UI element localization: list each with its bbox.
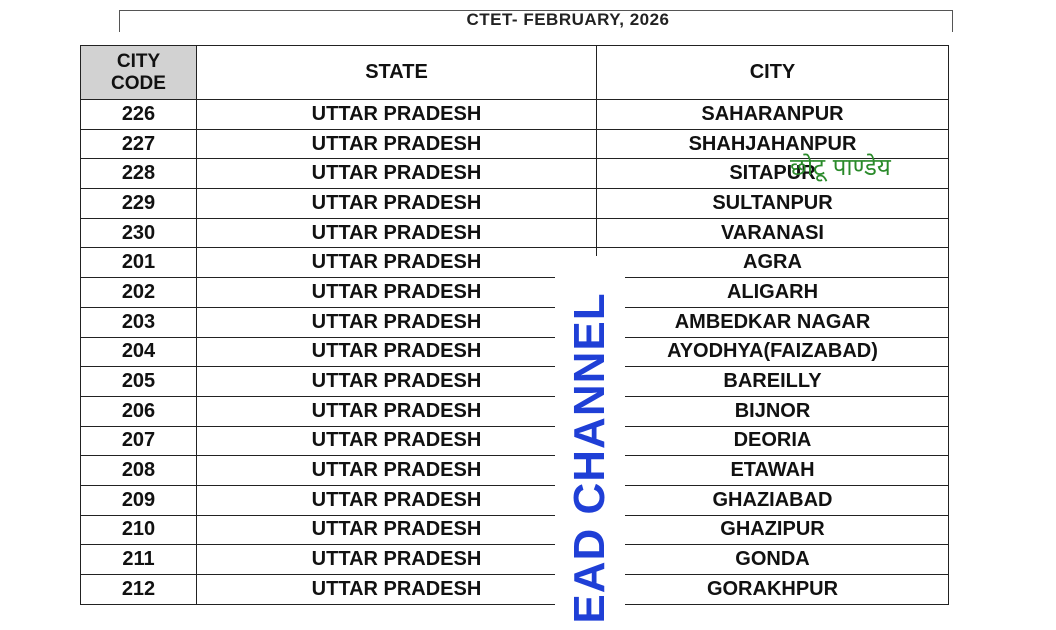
cell-city-code: 203: [81, 307, 197, 337]
cell-city: AGRA: [597, 248, 949, 278]
cell-city-code: 206: [81, 396, 197, 426]
table-row: [81, 545, 949, 575]
cell-state: UTTAR PRADESH: [197, 515, 597, 545]
header-city-code-line1: CITY: [116, 50, 161, 72]
table-header-row: [81, 46, 949, 100]
cell-city-code: 205: [81, 367, 197, 397]
cell-state: UTTAR PRADESH: [197, 456, 597, 486]
header-city: CITY: [597, 46, 949, 100]
table-row: [81, 248, 949, 278]
cell-city-code: 226: [81, 100, 197, 130]
cell-city: ALIGARH: [597, 278, 949, 308]
cell-city: SAHARANPUR: [597, 100, 949, 130]
cell-city: BIJNOR: [597, 396, 949, 426]
cell-city: SULTANPUR: [597, 189, 949, 219]
cell-state: UTTAR PRADESH: [197, 129, 597, 159]
cell-city-code: 228: [81, 159, 197, 189]
table-row: [81, 218, 949, 248]
cell-state: UTTAR PRADESH: [197, 100, 597, 130]
table-row: [81, 426, 949, 456]
table-row: [81, 575, 949, 605]
cell-city: BAREILLY: [597, 367, 949, 397]
cell-state: UTTAR PRADESH: [197, 248, 597, 278]
table-row: [81, 337, 949, 367]
cell-state: UTTAR PRADESH: [197, 189, 597, 219]
header-city-code: [81, 46, 197, 100]
cell-state: UTTAR PRADESH: [197, 396, 597, 426]
table-row: [81, 278, 949, 308]
table-row: [81, 485, 949, 515]
cell-city-code: 230: [81, 218, 197, 248]
cell-city-code: 208: [81, 456, 197, 486]
cell-state: UTTAR PRADESH: [197, 485, 597, 515]
cell-city: GHAZIABAD: [597, 485, 949, 515]
header-city-code-line2: CODE: [111, 72, 166, 94]
table-row: [81, 456, 949, 486]
cell-city-code: 212: [81, 575, 197, 605]
cell-city: SHAHJAHANPUR: [597, 129, 949, 159]
table-row: [81, 515, 949, 545]
cell-state: UTTAR PRADESH: [197, 337, 597, 367]
cell-state: UTTAR PRADESH: [197, 367, 597, 397]
cell-city: VARANASI: [597, 218, 949, 248]
table-row: [81, 396, 949, 426]
channel-watermark: EAD CHANNEL: [565, 292, 614, 624]
cell-city: AYODHYA(FAIZABAD): [597, 337, 949, 367]
cell-city-code: 204: [81, 337, 197, 367]
cell-state: UTTAR PRADESH: [197, 159, 597, 189]
city-code-table: [80, 45, 949, 605]
cell-city: ETAWAH: [597, 456, 949, 486]
cell-state: UTTAR PRADESH: [197, 426, 597, 456]
cell-state: UTTAR PRADESH: [197, 218, 597, 248]
cell-state: UTTAR PRADESH: [197, 307, 597, 337]
cell-state: UTTAR PRADESH: [197, 575, 597, 605]
table-row: [81, 367, 949, 397]
cell-city-code: 227: [81, 129, 197, 159]
cell-city: SITAPUR: [597, 159, 949, 189]
table-row: [81, 189, 949, 219]
cell-city: GHAZIPUR: [597, 515, 949, 545]
cell-city-code: 207: [81, 426, 197, 456]
cell-city-code: 209: [81, 485, 197, 515]
table-row: [81, 307, 949, 337]
cell-city-code: 202: [81, 278, 197, 308]
table-row: [81, 100, 949, 130]
cell-state: UTTAR PRADESH: [197, 545, 597, 575]
cell-city: GONDA: [597, 545, 949, 575]
cell-city-code: 211: [81, 545, 197, 575]
cell-city-code: 201: [81, 248, 197, 278]
cell-city-code: 229: [81, 189, 197, 219]
cell-city: GORAKHPUR: [597, 575, 949, 605]
cell-city: AMBEDKAR NAGAR: [597, 307, 949, 337]
document-title: CTET- FEBRUARY, 2026: [466, 10, 670, 29]
cell-city-code: 210: [81, 515, 197, 545]
signature-stamp: छोटू पाण्डेय: [790, 153, 891, 181]
cell-state: UTTAR PRADESH: [197, 278, 597, 308]
header-state: STATE: [197, 46, 597, 100]
cell-city: DEORIA: [597, 426, 949, 456]
